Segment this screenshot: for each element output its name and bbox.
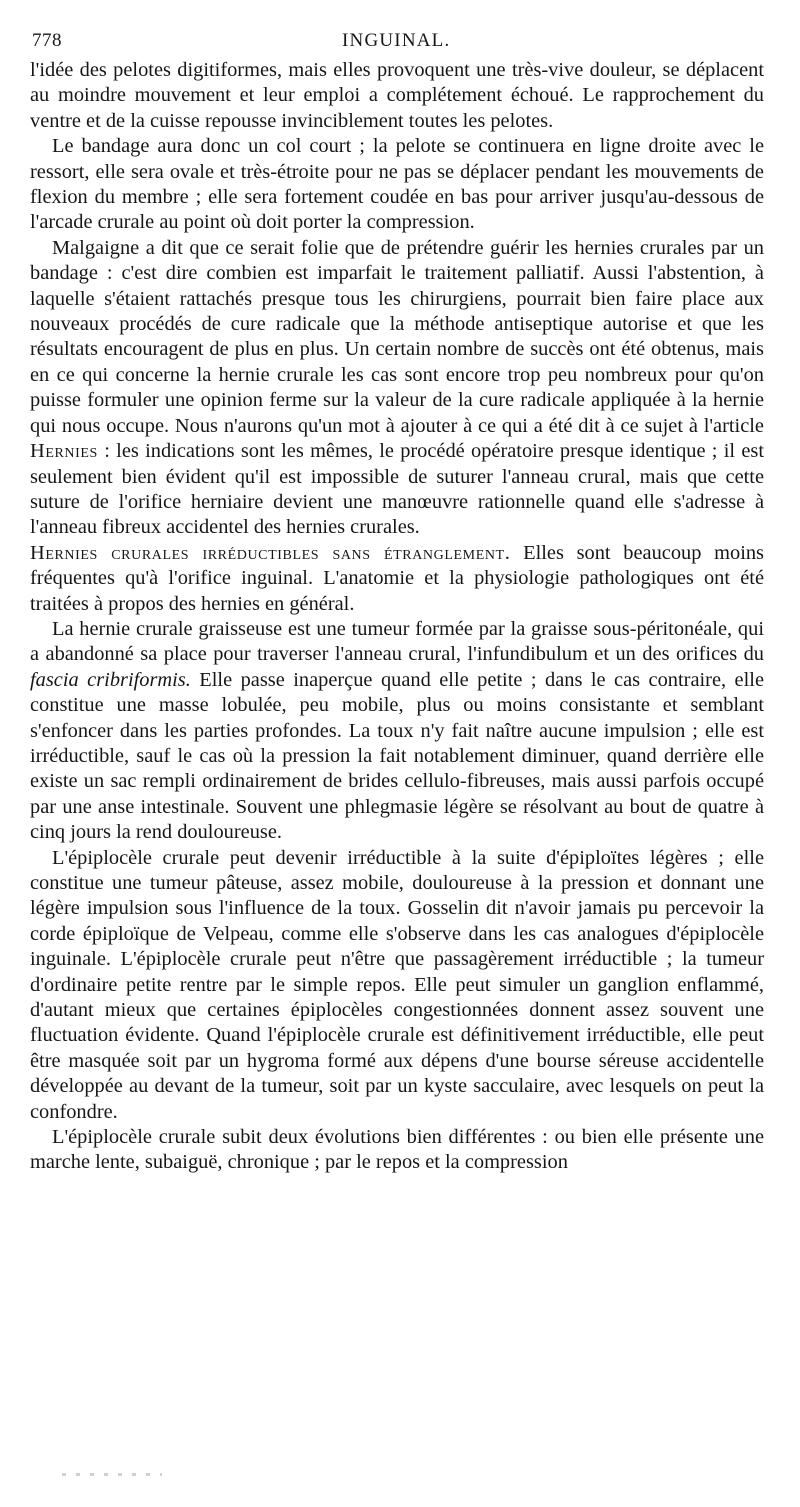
paragraph-epiplocele (30, 846, 764, 1125)
paragraph-text: L'épiplocèle crurale peut devenir irréductible à la suite d'épiploïtes légères ; elle constitue une tumeur pâteuse, assez mobile, douloureuse à la pression et donnant une légère impulsion sous l'influence de la toux. Gosselin dit n'avoir jamais pu percevoir la corde épiploïque de Velpeau, comme elle s'observe dans les cas analogues d'épiplocèle inguinale. L'épiplocèle crurale peut n'être que passagèrement irréductible ; la tumeur d'ordinaire petite rentre par le simple repos. Elle peut simuler un ganglion enflammé, d'autant mieux que certaines épiplocèles congestionnées donnent assez souvent une fluctuation évidente. Quand l'épiplocèle crurale est définitivement irréductible, elle peut être masquée soit par un hygroma formé aux dépens d'une bourse séreuse accidentelle développée au devant de la tumeur, soit par un kyste sacculaire, avec lesquels on peut la confondre. (30, 846, 764, 1123)
faint-footer-mark (62, 1473, 162, 1476)
paragraph-continuation (30, 58, 764, 134)
paragraph-text: L'épiplocèle crurale subit deux évolutions bien différentes : ou bien elle présente une marche lente, subaiguë, chronique ; par le repos et la compression (30, 1126, 764, 1174)
running-head: INGUINAL. (342, 30, 451, 51)
paragraph-bandage (30, 134, 764, 236)
paragraph-text: Elles sont beaucoup moins fréquentes qu'à l'orifice inguinal. L'anatomie et la physiologie pathologiques ont été traitées à propos des hernies en général. (30, 541, 764, 615)
paragraph-malgaigne (30, 236, 764, 541)
paragraph-evolutions (30, 1125, 764, 1176)
page-number: 778 (32, 30, 62, 51)
paragraph-text: Le bandage aura donc un col court ; la pelote se continuera en ligne droite avec le ressort, elle sera ovale et très-étroite pour ne pas se déplacer pendant les mouvements de flexion du membre ; elle sera fortement coudée en bas pour arriver jusqu'au-dessous de l'arcade crurale au point où doit porter la compression. (30, 135, 764, 234)
page-header (30, 28, 764, 58)
paragraph-text: Elle passe inaperçue quand elle petite ; dans le cas contraire, elle constitue une masse lobulée, peu mobile, plus ou moins consistante et semblant s'enfoncer dans les parties profondes. La toux n'y fait naître aucune impulsion ; elle est irréductible, sauf le cas où la pression la fait notablement diminuer, quand derrière elle existe un sac rempli ordinairement de brides cellulo-fibreuses, mais aussi parfois occupé par une anse intestinale. Souvent une phlegmasie légère se résolvant au bout de quatre à cinq jours la rend douloureuse. (30, 668, 764, 844)
section-heading: Hernies crurales irréductibles sans étranglement. (30, 541, 511, 564)
paragraph-irreductibles (30, 541, 764, 617)
paragraph-text: Malgaigne a dit que ce serait folie que de prétendre guérir les hernies crurales par un bandage : c'est dire combien est imparfait le traitement palliatif. Aussi l'abstention, à laquelle s'étaient rattachés presque tous les chirurgiens, pourrait bien faire place aux nouveaux procédés de cure radicale que la méthode antiseptique autorise et que les résultats encouragent de plus en plus. Un certain nombre de succès ont été obtenus, mais en ce qui concerne la hernie crurale les cas sont encore trop peu nombreux pour qu'on puisse formuler une opinion ferme sur la valeur de la cure radicale appliquée à la hernie qui nous occupe. Nous n'aurons qu'un mot à ajouter à ce qui a été dit à ce sujet à l'article (30, 236, 764, 437)
paragraph-text: La hernie crurale graisseuse est une tumeur formée par la graisse sous-péritonéale, qui a abandonné sa place pour traverser l'anneau crural, l'infundibulum et un des orifices du (30, 617, 764, 666)
paragraph-hernie-graisseuse (30, 617, 764, 846)
book-page (30, 28, 764, 1176)
article-reference: Hernies (30, 440, 98, 463)
paragraph-text: l'idée des pelotes digitiformes, mais elles provoquent une très-vive douleur, se déplacent au moindre mouvement et leur emploi a complétement échoué. Le rapprochement du ventre et de la cuisse repousse invinciblement toutes les pelotes. (30, 59, 764, 132)
italic-term: fascia cribriformis. (30, 668, 191, 691)
paragraph-text: : les indications sont les mêmes, le procédé opératoire presque identique ; il est seulement bien évident qu'il est impossible de suturer l'anneau crural, mais que cette suture de l'orifice herniaire devient une manœuvre rationnelle quand elle s'adresse à l'anneau fibreux accidentel des hernies crurales. (30, 440, 764, 539)
body-text (30, 58, 764, 1176)
